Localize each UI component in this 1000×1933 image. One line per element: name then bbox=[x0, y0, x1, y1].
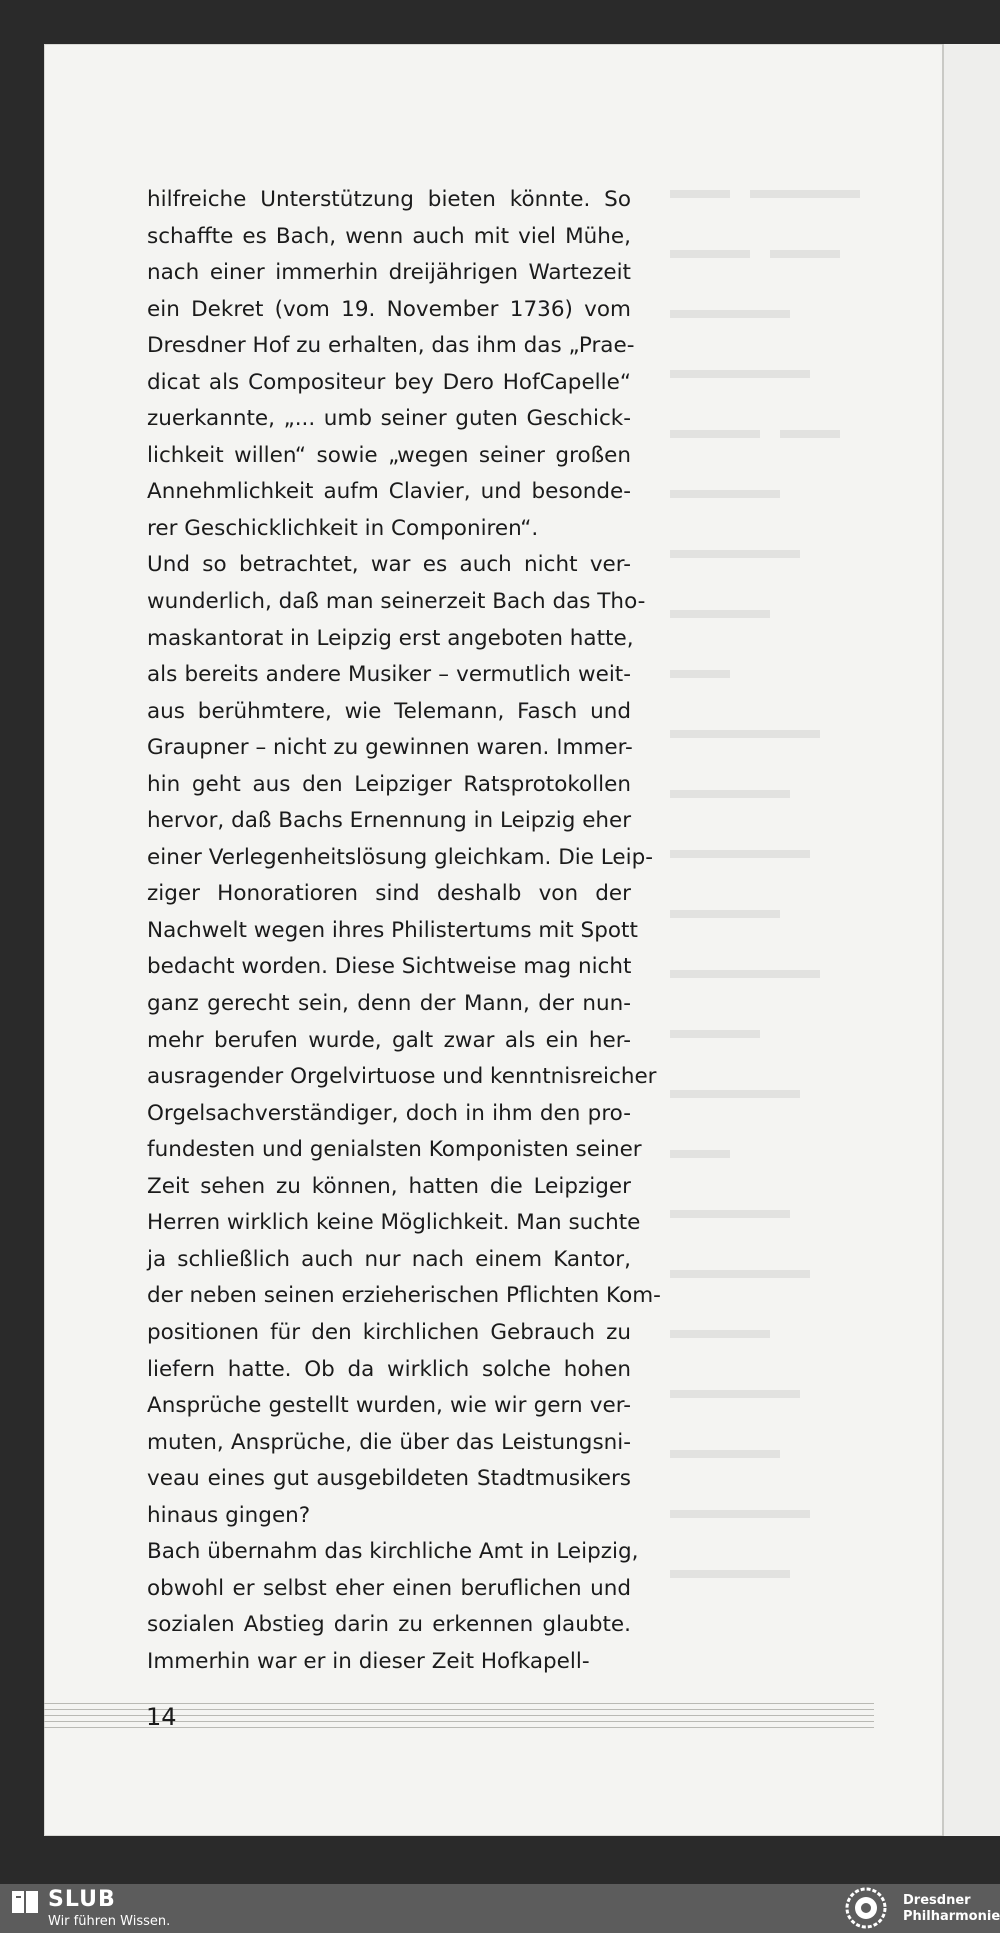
text-line: hinaus gingen? bbox=[147, 1502, 311, 1528]
text-line: Und so betrachtet, war es auch nicht ver- bbox=[147, 552, 631, 578]
text-line: hin geht aus den Leipziger Ratsprotokollen bbox=[147, 771, 631, 797]
text-line: schaffte es Bach, wenn auch mit viel Mühe, bbox=[147, 223, 631, 249]
page-number: 14 bbox=[146, 1703, 177, 1731]
slub-name[interactable]: SLUB bbox=[48, 1887, 116, 1912]
text-line: Bach übernahm das kirchliche Amt in Leipzig, bbox=[147, 1539, 639, 1565]
partner-name-line2[interactable]: Philharmonie bbox=[903, 1909, 1000, 1924]
text-line: lichkeit willen“ sowie „wegen seiner großen bbox=[147, 442, 631, 468]
text-line: mehr berufen wurde, galt zwar als ein her- bbox=[147, 1027, 631, 1053]
text-line: ausragender Orgelvirtuose und kenntnisreicher bbox=[147, 1064, 657, 1090]
adjacent-page-edge bbox=[942, 44, 1000, 1836]
text-line: Immerhin war er in dieser Zeit Hofkapell- bbox=[147, 1648, 590, 1674]
philharmonie-emblem-icon bbox=[842, 1886, 890, 1930]
partner-name-line1[interactable]: Dresdner bbox=[903, 1893, 971, 1908]
text-line: liefern hatte. Ob da wirklich solche hohen bbox=[147, 1356, 631, 1382]
text-line: dicat als Compositeur bey Dero HofCapelle“ bbox=[147, 369, 631, 395]
text-line: ja schließlich auch nur nach einem Kantor, bbox=[147, 1246, 631, 1272]
text-line: maskantorat in Leipzig erst angeboten hatte, bbox=[147, 625, 634, 651]
text-line: nach einer immerhin dreijährigen Wartezeit bbox=[147, 260, 631, 286]
text-line: muten, Ansprüche, die über das Leistungsni- bbox=[147, 1429, 631, 1455]
text-line: hervor, daß Bachs Ernennung in Leipzig eher bbox=[147, 808, 632, 834]
text-line: zuerkannte, „... umb seiner guten Geschick- bbox=[147, 406, 631, 432]
text-line: als bereits andere Musiker – vermutlich weit- bbox=[147, 662, 631, 688]
text-line: einer Verlegenheitslösung gleichkam. Die Leip- bbox=[147, 844, 653, 870]
text-line: obwohl er selbst eher einen beruflichen und bbox=[147, 1575, 631, 1601]
text-line: Herren wirklich keine Möglichkeit. Man suchte bbox=[147, 1210, 641, 1236]
footer-bar bbox=[0, 1884, 1000, 1933]
text-line: Ansprüche gestellt wurden, wie wir gern ver- bbox=[147, 1393, 631, 1419]
text-line: der neben seinen erzieherischen Pflichten Kom- bbox=[147, 1283, 661, 1309]
text-line: Orgelsachverständiger, doch in ihm den pro- bbox=[147, 1100, 631, 1126]
text-line: wunderlich, daß man seinerzeit Bach das Tho- bbox=[147, 589, 646, 615]
text-line: sozialen Abstieg darin zu erkennen glaubte. bbox=[147, 1612, 631, 1638]
text-line: fundesten und genialsten Komponisten seiner bbox=[147, 1137, 642, 1163]
text-line: Nachwelt wegen ihres Philistertums mit Spott bbox=[147, 917, 638, 943]
text-line: Annehmlichkeit aufm Clavier, und besonde- bbox=[147, 479, 631, 505]
slub-book-icon bbox=[12, 1891, 38, 1913]
show-through-texture bbox=[650, 150, 900, 1650]
text-line: ganz gerecht sein, denn der Mann, der nun- bbox=[147, 991, 631, 1017]
text-line: rer Geschicklichkeit in Componiren“. bbox=[147, 515, 539, 541]
text-line: veau eines gut ausgebildeten Stadtmusikers bbox=[147, 1466, 631, 1492]
text-line: bedacht worden. Diese Sichtweise mag nicht bbox=[147, 954, 632, 980]
body-text bbox=[147, 182, 661, 1680]
text-line: Graupner – nicht zu gewinnen waren. Immer- bbox=[147, 735, 633, 761]
text-line: positionen für den kirchlichen Gebrauch zu bbox=[147, 1319, 631, 1345]
text-line: ziger Honoratioren sind deshalb von der bbox=[147, 881, 631, 907]
text-line: Zeit sehen zu können, hatten die Leipziger bbox=[147, 1173, 631, 1199]
text-line: hilfreiche Unterstützung bieten könnte. So bbox=[147, 187, 631, 212]
slub-tagline: Wir führen Wissen. bbox=[48, 1914, 171, 1929]
text-line: ein Dekret (vom 19. November 1736) vom bbox=[147, 296, 631, 322]
text-line: aus berühmtere, wie Telemann, Fasch und bbox=[147, 698, 631, 724]
text-line: Dresdner Hof zu erhalten, das ihm das „Prae- bbox=[147, 333, 635, 359]
